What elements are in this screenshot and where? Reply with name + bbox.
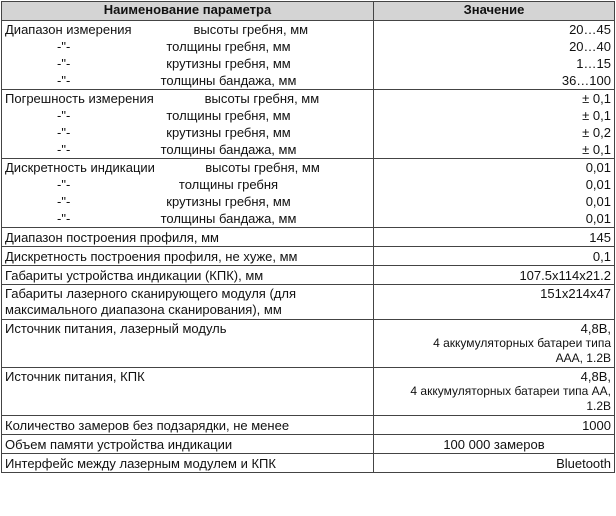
param-label: Габариты лазерного сканирующего модуля (для [5,286,296,301]
param-sub: толщины бандажа, мм [160,73,297,88]
ditto-mark: -"- [57,108,71,123]
header-value: Значение [374,2,615,21]
param-cell [2,159,374,228]
row-memory [2,435,615,454]
value: 0,01 [585,177,611,192]
value: 4,8В, [580,369,611,384]
param-label: Объем памяти устройства индикации [5,436,233,452]
ditto-mark: -"- [57,125,71,140]
value: 1.2В [586,399,611,413]
header-row [2,2,615,21]
param-cell [2,21,374,90]
param-sub: толщины бандажа, мм [160,211,297,226]
param-label: максимального диапазона сканирования), мм [5,302,282,317]
value-cell [374,21,615,90]
row-interface [2,454,615,473]
value: 1000 [582,417,611,433]
ditto-mark: -"- [57,142,71,157]
param-sub: высоты гребня, мм [204,91,320,106]
row-profile-range [2,228,615,247]
param-sub: толщины гребня, мм [166,39,291,54]
row-profile-step [2,247,615,266]
value: 107.5x114x21.2 [519,267,611,283]
param-sub: крутизны гребня, мм [166,125,291,140]
value: 20…45 [569,22,611,37]
ditto-mark: -"- [57,194,71,209]
value: 36…100 [561,73,611,88]
group-accuracy [2,90,615,159]
header-param: Наименование параметра [2,2,374,21]
row-measurements [2,416,615,435]
param-sub: крутизны гребня, мм [166,56,291,71]
ditto-mark: -"- [57,73,71,88]
group-lead: Дискретность индикации [5,160,155,175]
row-laser-power [2,320,615,368]
ditto-mark: -"- [57,39,71,54]
value: ААА, 1.2В [555,351,611,365]
group-measure-range [2,21,615,90]
ditto-mark: -"- [57,177,71,192]
param-label: Дискретность построения профиля, не хуже, мм [5,248,298,264]
value: ± 0,1 [582,108,611,123]
value: 0,01 [585,194,611,209]
value: ± 0,1 [582,91,611,106]
value: ± 0,1 [582,142,611,157]
param-label: Источник питания, лазерный модуль [5,321,227,336]
ditto-mark: -"- [57,56,71,71]
param-label: Интерфейс между лазерным модулем и КПК [5,455,276,471]
param-sub: высоты гребня, мм [205,160,320,175]
value: 4 аккумуляторных батареи типа [433,336,611,350]
value-cell [374,90,615,159]
value: 20…40 [569,39,611,54]
param-sub: высоты гребня, мм [193,22,309,37]
value: 145 [589,229,611,245]
row-pda-dims [2,266,615,285]
group-resolution [2,159,615,228]
param-label: Количество замеров без подзарядки, не менее [5,417,290,433]
param-label: Источник питания, КПК [5,369,145,384]
param-sub: крутизны гребня, мм [166,194,291,209]
param-label: Диапазон построения профиля, мм [5,229,219,245]
value: 1…15 [576,56,611,71]
param-sub: толщины гребня [178,177,279,192]
value: 0,1 [592,248,611,264]
value: ± 0,2 [582,125,611,140]
param-sub: толщины гребня, мм [166,108,291,123]
group-lead: Погрешность измерения [5,91,154,106]
ditto-mark: -"- [57,211,71,226]
value: 0,01 [585,211,611,226]
param-cell [2,90,374,159]
param-sub: толщины бандажа, мм [160,142,297,157]
spec-table [1,1,615,473]
value: 0,01 [585,160,611,175]
row-pda-power [2,368,615,416]
row-laser-dims [2,285,615,320]
value: 4 аккумуляторных батареи типа АА, [410,384,611,398]
value: Bluetooth [556,455,611,471]
param-label: Габариты устройства индикации (КПК), мм [5,267,264,283]
group-lead: Диапазон измерения [5,22,132,37]
value-cell [374,159,615,228]
value: 151x214x47 [540,286,611,301]
value: 4,8В, [580,321,611,336]
value: 100 000 замеров [443,436,545,452]
